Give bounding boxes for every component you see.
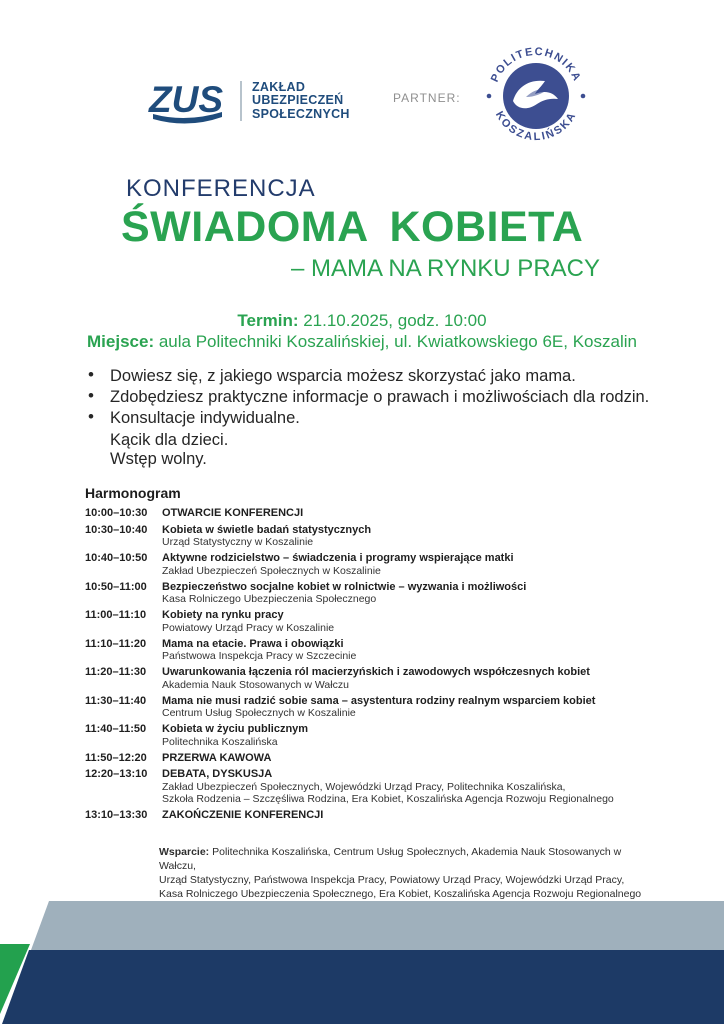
support-text: Politechnika Koszalińska, Centrum Usług Społecznych, Akademia Nauk Stosowanych w Wałczu, bbox=[159, 846, 622, 872]
schedule-org: Kasa Rolniczego Ubezpieczenia Społecznego bbox=[162, 593, 377, 605]
support-line bbox=[159, 845, 649, 873]
schedule-time: 12:20–13:10 bbox=[85, 768, 148, 780]
miejsce-value: aula Politechniki Koszalińskiej, ul. Kwiatkowskiego 6E, Koszalin bbox=[154, 332, 637, 351]
schedule-title: PRZERWA KAWOWA bbox=[162, 751, 272, 764]
schedule-title: Mama nie musi radzić sobie sama – asystentura rodziny realnym wsparciem kobiet bbox=[162, 694, 596, 707]
zus-text-line: SPOŁECZNYCH bbox=[252, 106, 350, 121]
zus-logo bbox=[148, 78, 350, 124]
benefits-list bbox=[86, 366, 649, 429]
schedule-row bbox=[85, 666, 643, 691]
svg-text:POLITECHNIKA: POLITECHNIKA bbox=[488, 45, 584, 84]
schedule-org: Centrum Usług Społecznych w Koszalinie bbox=[162, 707, 356, 719]
schedule-title: Kobieta w życiu publicznym bbox=[162, 723, 309, 735]
schedule-org: Urząd Statystyczny w Koszalinie bbox=[162, 536, 314, 548]
schedule-row bbox=[85, 768, 643, 805]
schedule-time: 11:10–11:20 bbox=[85, 637, 147, 650]
politechnika-logo-icon bbox=[482, 42, 590, 150]
conference-kicker: KONFERENCJA bbox=[126, 175, 316, 202]
schedule-row bbox=[85, 723, 643, 748]
notes bbox=[110, 431, 228, 469]
schedule-row bbox=[85, 609, 643, 634]
schedule-title: Kobiety na rynku pracy bbox=[162, 609, 284, 621]
event-place-line bbox=[0, 331, 724, 352]
schedule-org: Państwowa Inspekcja Pracy w Szczecinie bbox=[162, 650, 357, 662]
event-details bbox=[0, 310, 724, 352]
list-item: • Dowiesz się, z jakiego wsparcia możesz skorzystać jako mama. bbox=[86, 366, 649, 386]
schedule-row bbox=[85, 752, 643, 765]
schedule-org: Szkoła Rodzenia – Szczęśliwa Rodzina, Era Kobiet, Koszalińska Agencja Rozwoju Regionalnego bbox=[162, 792, 614, 805]
schedule-title: Aktywne rodzicielstwo – świadczenia i programy wspierające matki bbox=[162, 552, 514, 564]
schedule-row bbox=[85, 638, 643, 663]
schedule-time: 11:40–11:50 bbox=[85, 723, 147, 735]
support-paragraph bbox=[159, 845, 649, 901]
support-line: Kasa Rolniczego Ubezpieczenia Społecznego, Era Kobiet, Koszalińska Agencja Rozwoju Regionalnego bbox=[159, 888, 642, 900]
conference-title: ŚWIADOMA KOBIETA bbox=[121, 203, 584, 251]
schedule-row bbox=[85, 524, 643, 549]
event-date-line bbox=[0, 310, 724, 331]
schedule-title: Mama na etacie. Prawa i obowiązki bbox=[162, 637, 344, 650]
schedule-row bbox=[85, 809, 643, 822]
schedule-row bbox=[85, 695, 643, 720]
schedule-title: ZAKOŃCZENIE KONFERENCJI bbox=[162, 808, 324, 821]
schedule-org: Zakład Ubezpieczeń Społecznych w Koszalinie bbox=[162, 564, 381, 577]
note-line: Kącik dla dzieci. bbox=[110, 431, 229, 449]
zus-mark-icon bbox=[148, 78, 228, 124]
schedule bbox=[85, 507, 643, 825]
schedule-time: 10:50–11:00 bbox=[85, 580, 147, 593]
schedule-time: 11:30–11:40 bbox=[85, 694, 147, 707]
schedule-time: 13:10–13:30 bbox=[85, 808, 148, 821]
schedule-time: 10:40–10:50 bbox=[85, 552, 148, 564]
schedule-row bbox=[85, 507, 643, 520]
note-line: Wstęp wolny. bbox=[110, 450, 207, 468]
schedule-heading: Harmonogram bbox=[85, 485, 181, 501]
schedule-title: Bezpieczeństwo socjalne kobiet w rolnictwie – wyzwania i możliwości bbox=[162, 580, 527, 593]
schedule-org: Akademia Nauk Stosowanych w Wałczu bbox=[162, 678, 349, 691]
termin-value: 21.10.2025, godz. 10:00 bbox=[298, 311, 487, 330]
zus-text-line: UBEZPIECZEŃ bbox=[252, 93, 344, 108]
termin-label: Termin: bbox=[237, 311, 299, 330]
schedule-title: DEBATA, DYSKUSJA bbox=[162, 768, 273, 780]
schedule-time: 10:00–10:30 bbox=[85, 507, 148, 519]
schedule-time: 11:20–11:30 bbox=[85, 666, 147, 678]
support-label: Wsparcie: bbox=[159, 846, 210, 858]
schedule-row bbox=[85, 581, 643, 606]
support-line: Urząd Statystyczny, Państwowa Inspekcja Pracy, Powiatowy Urząd Pracy, Wojewódzki Urząd Pracy, bbox=[159, 874, 625, 886]
svg-text:ZUS: ZUS bbox=[149, 79, 223, 120]
schedule-time: 10:30–10:40 bbox=[85, 523, 148, 536]
schedule-time: 11:50–12:20 bbox=[85, 751, 147, 764]
miejsce-label: Miejsce: bbox=[87, 332, 155, 351]
schedule-time: 11:00–11:10 bbox=[85, 609, 147, 621]
zus-logo-text bbox=[252, 81, 350, 122]
schedule-org: Zakład Ubezpieczeń Społecznych, Wojewódzki Urząd Pracy, Politechnika Koszalińska, bbox=[162, 780, 566, 793]
logo-divider bbox=[240, 81, 242, 121]
schedule-org: Powiatowy Urząd Pracy w Koszalinie bbox=[162, 621, 335, 634]
schedule-org: Politechnika Koszalińska bbox=[162, 735, 278, 748]
list-item: • Zdobędziesz praktyczne informacje o prawach i możliwościach dla rodzin. bbox=[86, 387, 649, 407]
schedule-title: Uwarunkowania łączenia ról macierzyńskich i zawodowych współczesnych kobiet bbox=[162, 666, 590, 678]
politechnika-koszalinska-logo bbox=[482, 42, 590, 155]
schedule-title: OTWARCIE KONFERENCJI bbox=[162, 507, 304, 519]
list-item: • Konsultacje indywidualne. bbox=[86, 408, 649, 428]
zus-text-line: ZAKŁAD bbox=[252, 79, 306, 94]
svg-text:KOSZALIŃSKA: KOSZALIŃSKA bbox=[492, 109, 580, 144]
partner-label: PARTNER: bbox=[393, 91, 461, 105]
schedule-row bbox=[85, 552, 643, 577]
conference-subtitle: – MAMA NA RYNKU PRACY bbox=[291, 255, 600, 282]
schedule-title: Kobieta w świetle badań statystycznych bbox=[162, 523, 372, 536]
